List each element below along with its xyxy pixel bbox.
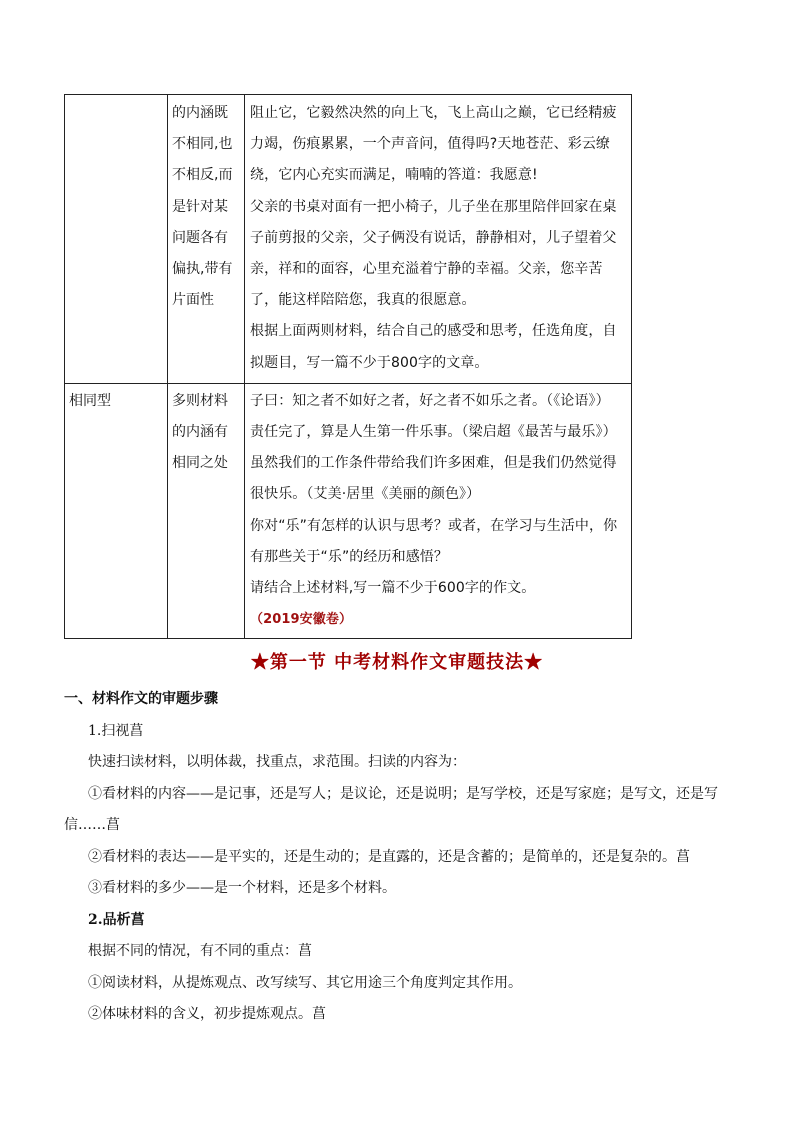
list-item: ①看材料的内容——是记事，还是写人；是议论，还是说明；是写学校，还是写家庭；是写文，还是写信……菖 bbox=[64, 785, 718, 833]
example-paragraph: 阻止它，它毅然决然的向上飞，飞上高山之巅，它已经精疲力竭，伤痕累累，一个声音问，值得吗?天地苍茫、彩云缭绕，它内心充实而满足，喃喃的答道：我愿意! bbox=[250, 105, 617, 184]
table-row bbox=[65, 383, 632, 639]
list-item: ①阅读材料，从提炼观点、改写续写、其它用途三个角度判定其作用。 bbox=[88, 974, 522, 991]
example-prompt: 你对“乐”有怎样的认识与思考？或者，在学习与生活中，你有那些关于“乐”的经历和感悟？ bbox=[250, 517, 618, 565]
paragraph: 快速扫读材料，以明体裁，找重点，求范围。扫读的内容为： bbox=[88, 754, 466, 770]
example-paragraph: 虽然我们的工作条件带给我们许多困难，但是我们仍然觉得很快乐。（艾美·居里《美丽的颜色》） bbox=[250, 455, 617, 503]
section-body bbox=[64, 684, 734, 1031]
step-heading: 2.品析菖 bbox=[88, 911, 145, 928]
example-paragraph: 责任完了，算是人生第一件乐事。（梁启超《最苦与最乐》） bbox=[250, 424, 617, 441]
type-cell bbox=[65, 95, 168, 384]
list-item: ③看材料的多少——是一个材料，还是多个材料。 bbox=[88, 880, 396, 896]
example-prompt: 根据上面两则材料，结合自己的感受和思考，任选角度，自拟题目，写一篇不少于800字的文章。 bbox=[250, 323, 617, 371]
table-row bbox=[65, 95, 632, 384]
description-cell: 的内涵既不相同,也不相反,而是针对某问题各有偏执,带有片面性 bbox=[168, 95, 245, 384]
example-task bbox=[250, 573, 626, 635]
step-heading: 1.扫视菖 bbox=[88, 722, 144, 739]
material-types-table bbox=[64, 94, 632, 639]
section-title: ★第一节 中考材料作文审题技法★ bbox=[250, 652, 544, 673]
example-paragraph: 父亲的书桌对面有一把小椅子，儿子坐在那里陪伴回家在桌子前剪报的父亲，父子俩没有说话，静静相对，儿子望着父亲，祥和的面容，心里充溢着宁静的幸福。父亲，您辛苦了，能这样陪陪您，我真的很愿意。 bbox=[250, 198, 617, 309]
list-item: ②看材料的表达——是平实的，还是生动的；是直露的，还是含蓄的；是简单的，还是复杂的。菖 bbox=[88, 848, 690, 865]
description-cell: 多则材料的内涵有相同之处 bbox=[168, 383, 245, 639]
list-item: ②体味材料的含义，初步提炼观点。菖 bbox=[88, 1006, 326, 1022]
paragraph: 根据不同的情况，有不同的重点：菖 bbox=[88, 943, 312, 959]
example-paragraph: 子曰：知之者不如好之者，好之者不如乐之者。（《论语》） bbox=[250, 392, 610, 409]
example-cell bbox=[245, 95, 632, 384]
type-cell: 相同型 bbox=[65, 383, 168, 639]
heading-level-1: 一、材料作文的审题步骤 bbox=[64, 691, 218, 707]
source-label: （2019安徽卷） bbox=[250, 612, 353, 628]
example-cell bbox=[245, 383, 632, 639]
task-text: 请结合上述材料,写一篇不少于600字的作文。 bbox=[250, 580, 536, 597]
